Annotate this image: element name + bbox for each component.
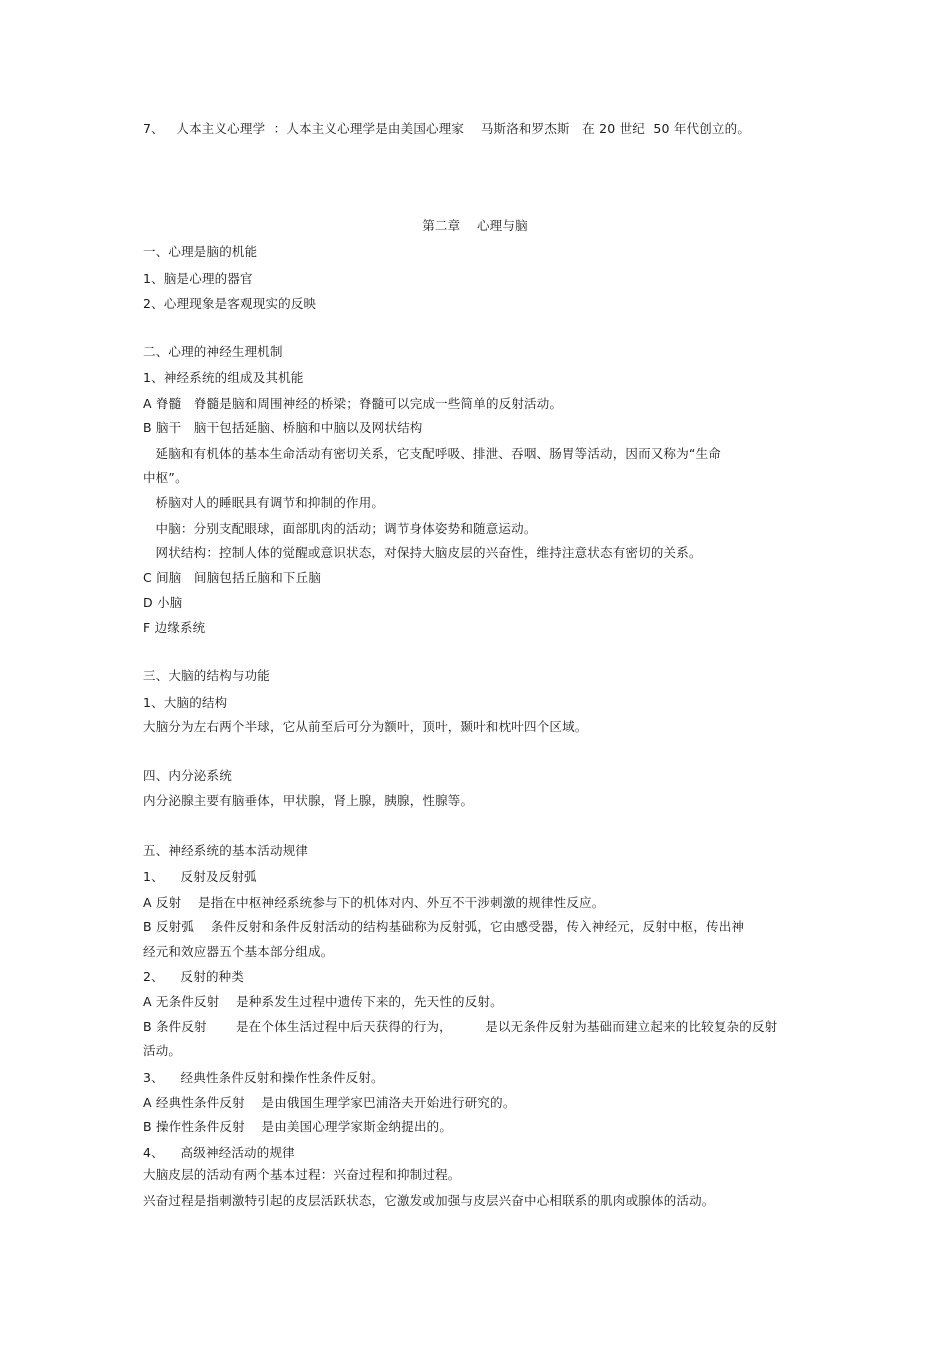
section-heading: 一、心理是脑的机能	[143, 244, 258, 259]
text-line: 大脑皮层的活动有两个基本过程：兴奋过程和抑制过程。	[143, 1167, 461, 1182]
section-heading: 四、内分泌系统	[143, 768, 232, 783]
text-line: 大脑分为左右两个半球，它从前至后可分为额叶，顶叶，颞叶和枕叶四个区域。	[143, 719, 588, 734]
text-line: 3、 经典性条件反射和操作性条件反射。	[143, 1070, 384, 1085]
text-line: 内分泌腺主要有脑垂体，甲状腺，肾上腺，胰腺，性腺等。	[143, 793, 474, 808]
text-line: 1、神经系统的组成及其机能	[143, 370, 304, 385]
text-line: 活动。	[143, 1043, 182, 1058]
text-line: 经元和效应器五个基本部分组成。	[143, 944, 334, 959]
intro-paragraph: 7、 人本主义心理学 ：人本主义心理学是由美国心理家 马斯洛和罗杰斯 在 20 世纪 50 年代创立的。	[143, 121, 751, 136]
text-line: F 边缘系统	[143, 620, 206, 635]
text-line: 1、大脑的结构	[143, 695, 228, 710]
text-line: 4、 高级神经活动的规律	[143, 1145, 295, 1160]
text-line: B 操作性条件反射 是由美国心理学家斯金纳提出的。	[143, 1119, 453, 1134]
section-heading: 三、大脑的结构与功能	[143, 668, 271, 683]
text-line: 2、心理现象是客观现实的反映	[143, 296, 317, 311]
text-line: 延脑和有机体的基本生命活动有密切关系，它支配呼吸、排泄、吞咽、肠胃等活动，因而又称为“生命	[143, 446, 721, 461]
text-line: 2、 反射的种类	[143, 969, 245, 984]
text-line: B 反射弧 条件反射和条件反射活动的结构基础称为反射弧，它由感受器，传入神经元，反射中枢，传出神	[143, 919, 745, 934]
text-line: A 反射 是指在中枢神经系统参与下的机体对内、外互不干涉刺激的规律性反应。	[143, 895, 605, 910]
text-line: A 无条件反射 是种系发生过程中遗传下来的，先天性的反射。	[143, 994, 503, 1009]
text-line: C 间脑 间脑包括丘脑和下丘脑	[143, 570, 322, 585]
chapter-title: 第二章 心理与脑	[422, 218, 528, 233]
text-line: B 脑干 脑干包括延脑、桥脑和中脑以及网状结构	[143, 420, 423, 435]
text-line: 中脑：分别支配眼球，面部肌肉的活动；调节身体姿势和随意运动。	[143, 521, 537, 536]
text-line: A 脊髓 脊髓是脑和周围神经的桥梁；脊髓可以完成一些简单的反射活动。	[143, 396, 563, 411]
text-line: 兴奋过程是指刺激特引起的皮层活跃状态，它激发或加强与皮层兴奋中心相联系的肌肉或腺体的活动。	[143, 1193, 715, 1208]
text-line: 网状结构：控制人体的觉醒或意识状态，对保持大脑皮层的兴奋性，维持注意状态有密切的关系。	[143, 545, 702, 560]
text-line: B 条件反射 是在个体生活过程中后天获得的行为， 是以无条件反射为基础而建立起来的比较复杂的反射	[143, 1019, 778, 1034]
section-heading: 二、心理的神经生理机制	[143, 344, 283, 359]
section-heading: 五、神经系统的基本活动规律	[143, 843, 309, 858]
text-line: 桥脑对人的睡眠具有调节和抑制的作用。	[143, 495, 385, 510]
text-line: D 小脑	[143, 595, 183, 610]
text-line: 中枢”。	[143, 470, 188, 485]
text-line: 1、 反射及反射弧	[143, 869, 257, 884]
text-line: 1、脑是心理的器官	[143, 271, 253, 286]
text-line: A 经典性条件反射 是由俄国生理学家巴浦洛夫开始进行研究的。	[143, 1095, 516, 1110]
